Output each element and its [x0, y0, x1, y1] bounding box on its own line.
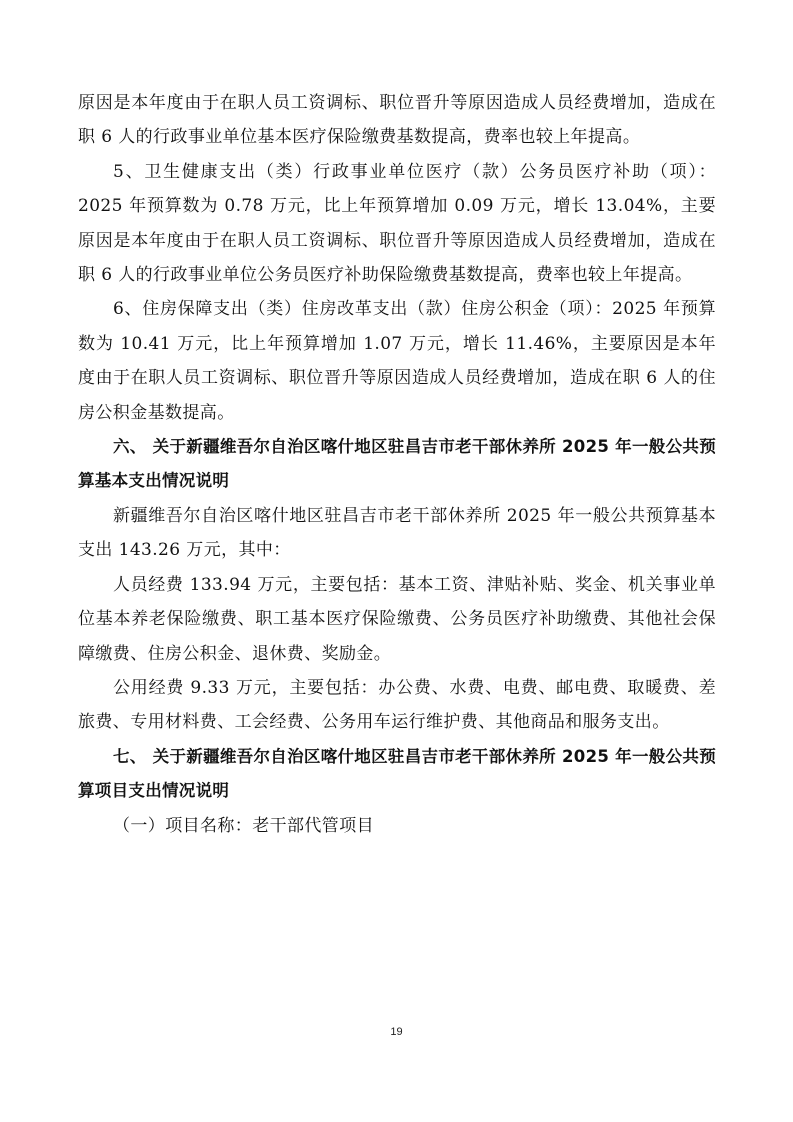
paragraph-health-subsidy: 5、卫生健康支出（类）行政事业单位医疗（款）公务员医疗补助（项）：2025 年预算数为 0.78 万元，比上年预算增加 0.09 万元，增长 13.04%，主要原因是本年度由于在职人员工资调标、职位晋升等原因造成人员经费增加，造成在职 6 人的行政事业单位公务员医疗补助保险缴费基数提高，费率也较上年提高。	[78, 161, 716, 286]
page-content	[78, 86, 716, 843]
paragraph-public-expenses: 公用经费 9.33 万元，主要包括：办公费、水费、电费、邮电费、取暖费、差旅费、专用材料费、工会经费、公务用车运行维护费、其他商品和服务支出。	[78, 677, 716, 733]
page-number: 19	[390, 1026, 403, 1038]
paragraph-basic-expenditure: 新疆维吾尔自治区喀什地区驻昌吉市老干部休养所 2025 年一般公共预算基本支出 143.26 万元，其中：	[78, 505, 716, 561]
paragraph-housing-fund: 6、住房保障支出（类）住房改革支出（款）住房公积金（项）：2025 年预算数为 10.41 万元，比上年预算增加 1.07 万元，增长 11.46%，主要原因是本年度由于在职人员工资调标、职位晋升等原因造成人员经费增加，造成在职 6 人的住房公积金基数提高。	[78, 299, 716, 423]
section-heading-six: 六、 关于新疆维吾尔自治区喀什地区驻昌吉市老干部休养所 2025 年一般公共预算基本支出情况说明	[78, 437, 716, 491]
paragraph-continuation: 原因是本年度由于在职人员工资调标、职位晋升等原因造成人员经费增加，造成在职 6 人的行政事业单位基本医疗保险缴费基数提高，费率也较上年提高。	[78, 93, 716, 148]
section-heading-seven: 七、 关于新疆维吾尔自治区喀什地区驻昌吉市老干部休养所 2025 年一般公共预算项目支出情况说明	[78, 746, 716, 801]
paragraph-project-name: （一）项目名称：老干部代管项目	[113, 815, 374, 836]
paragraph-personnel-expenses: 人员经费 133.94 万元，主要包括：基本工资、津贴补贴、奖金、机关事业单位基本养老保险缴费、职工基本医疗保险缴费、公务员医疗补助缴费、其他社会保障缴费、住房公积金、退休费、奖励金。	[78, 574, 716, 664]
